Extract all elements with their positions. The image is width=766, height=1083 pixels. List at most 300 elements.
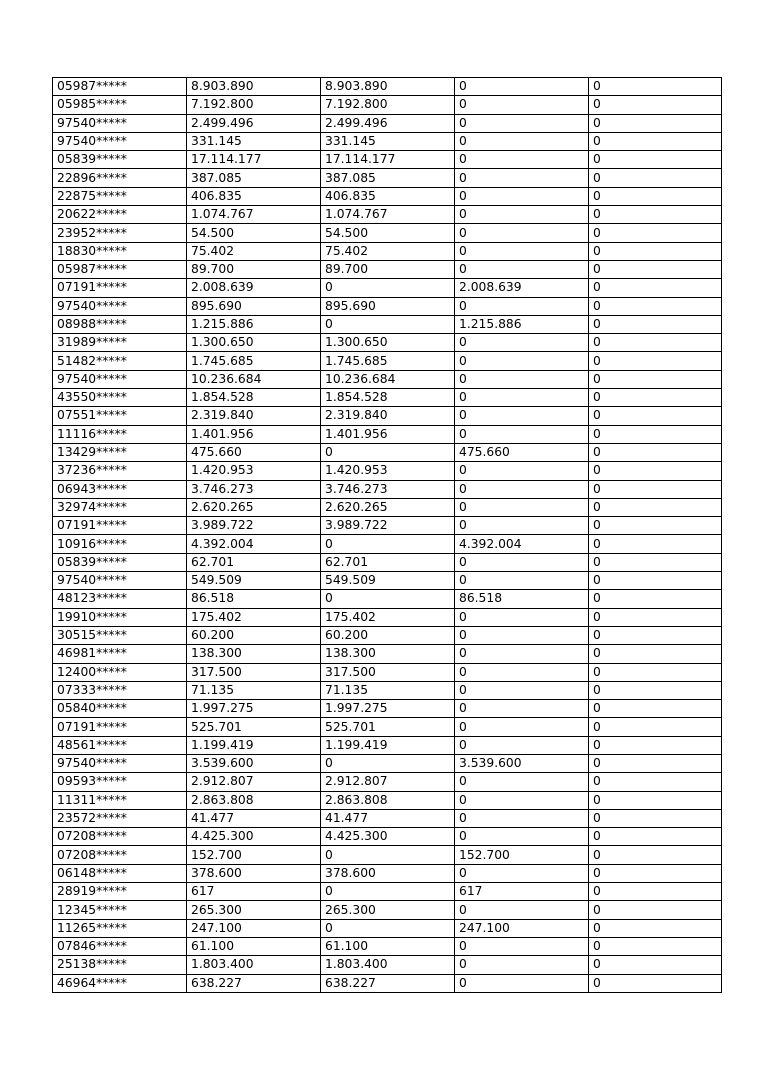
amount-cell: 71.135 xyxy=(321,681,455,699)
amount-cell: 0 xyxy=(589,96,722,114)
amount-cell: 0 xyxy=(321,535,455,553)
amount-cell: 0 xyxy=(589,718,722,736)
amount-cell: 0 xyxy=(589,700,722,718)
amount-cell: 0 xyxy=(455,260,589,278)
table-row xyxy=(53,828,722,846)
amount-cell: 175.402 xyxy=(321,608,455,626)
table-row xyxy=(53,572,722,590)
amount-cell: 0 xyxy=(589,114,722,132)
amount-cell: 0 xyxy=(589,846,722,864)
amount-cell: 406.835 xyxy=(321,187,455,205)
table-row xyxy=(53,334,722,352)
amount-cell: 265.300 xyxy=(321,901,455,919)
amount-cell: 0 xyxy=(589,773,722,791)
amount-cell: 0 xyxy=(455,114,589,132)
masked-id-cell: 07208***** xyxy=(53,828,187,846)
table-row xyxy=(53,846,722,864)
data-table xyxy=(52,77,722,993)
amount-cell: 0 xyxy=(455,809,589,827)
amount-cell: 86.518 xyxy=(455,590,589,608)
masked-id-cell: 05839***** xyxy=(53,553,187,571)
masked-id-cell: 07551***** xyxy=(53,407,187,425)
amount-cell: 0 xyxy=(589,132,722,150)
amount-cell: 0 xyxy=(455,96,589,114)
amount-cell: 387.085 xyxy=(187,169,321,187)
table-row xyxy=(53,352,722,370)
amount-cell: 1.803.400 xyxy=(187,956,321,974)
amount-cell: 0 xyxy=(589,681,722,699)
amount-cell: 17.114.177 xyxy=(321,151,455,169)
masked-id-cell: 31989***** xyxy=(53,334,187,352)
table-row xyxy=(53,462,722,480)
masked-id-cell: 06943***** xyxy=(53,480,187,498)
amount-cell: 1.745.685 xyxy=(321,352,455,370)
amount-cell: 0 xyxy=(589,334,722,352)
masked-id-cell: 97540***** xyxy=(53,114,187,132)
amount-cell: 7.192.800 xyxy=(321,96,455,114)
masked-id-cell: 46981***** xyxy=(53,645,187,663)
masked-id-cell: 97540***** xyxy=(53,370,187,388)
amount-cell: 3.746.273 xyxy=(187,480,321,498)
amount-cell: 0 xyxy=(589,407,722,425)
amount-cell: 0 xyxy=(455,645,589,663)
amount-cell: 54.500 xyxy=(321,224,455,242)
amount-cell: 0 xyxy=(455,901,589,919)
amount-cell: 0 xyxy=(589,901,722,919)
amount-cell: 0 xyxy=(589,974,722,992)
table-row xyxy=(53,608,722,626)
amount-cell: 0 xyxy=(589,956,722,974)
amount-cell: 0 xyxy=(589,315,722,333)
amount-cell: 4.425.300 xyxy=(321,828,455,846)
amount-cell: 0 xyxy=(455,663,589,681)
amount-cell: 0 xyxy=(455,334,589,352)
amount-cell: 0 xyxy=(589,517,722,535)
table-row xyxy=(53,663,722,681)
amount-cell: 0 xyxy=(455,572,589,590)
amount-cell: 0 xyxy=(455,700,589,718)
amount-cell: 0 xyxy=(589,791,722,809)
table-row xyxy=(53,883,722,901)
amount-cell: 0 xyxy=(455,480,589,498)
table-row xyxy=(53,389,722,407)
amount-cell: 0 xyxy=(589,828,722,846)
table-row xyxy=(53,297,722,315)
amount-cell: 0 xyxy=(455,132,589,150)
masked-id-cell: 22875***** xyxy=(53,187,187,205)
amount-cell: 8.903.890 xyxy=(187,78,321,96)
amount-cell: 0 xyxy=(455,718,589,736)
masked-id-cell: 20622***** xyxy=(53,206,187,224)
amount-cell: 247.100 xyxy=(187,919,321,937)
amount-cell: 3.539.600 xyxy=(187,754,321,772)
amount-cell: 0 xyxy=(589,187,722,205)
amount-cell: 0 xyxy=(589,389,722,407)
masked-id-cell: 97540***** xyxy=(53,297,187,315)
table-row xyxy=(53,498,722,516)
table-row xyxy=(53,919,722,937)
amount-cell: 0 xyxy=(589,736,722,754)
amount-cell: 0 xyxy=(321,919,455,937)
amount-cell: 549.509 xyxy=(187,572,321,590)
amount-cell: 0 xyxy=(589,151,722,169)
table-row xyxy=(53,773,722,791)
amount-cell: 1.215.886 xyxy=(187,315,321,333)
amount-cell: 0 xyxy=(455,864,589,882)
amount-cell: 317.500 xyxy=(187,663,321,681)
masked-id-cell: 97540***** xyxy=(53,132,187,150)
amount-cell: 1.401.956 xyxy=(321,425,455,443)
amount-cell: 0 xyxy=(589,425,722,443)
masked-id-cell: 19910***** xyxy=(53,608,187,626)
masked-id-cell: 05839***** xyxy=(53,151,187,169)
amount-cell: 0 xyxy=(455,974,589,992)
masked-id-cell: 48123***** xyxy=(53,590,187,608)
amount-cell: 0 xyxy=(589,498,722,516)
masked-id-cell: 10916***** xyxy=(53,535,187,553)
amount-cell: 0 xyxy=(321,883,455,901)
amount-cell: 0 xyxy=(455,206,589,224)
amount-cell: 1.199.419 xyxy=(187,736,321,754)
masked-id-cell: 12400***** xyxy=(53,663,187,681)
amount-cell: 75.402 xyxy=(187,242,321,260)
masked-id-cell: 28919***** xyxy=(53,883,187,901)
table-row xyxy=(53,480,722,498)
masked-id-cell: 07191***** xyxy=(53,718,187,736)
amount-cell: 0 xyxy=(589,462,722,480)
masked-id-cell: 32974***** xyxy=(53,498,187,516)
table-row xyxy=(53,187,722,205)
masked-id-cell: 06148***** xyxy=(53,864,187,882)
masked-id-cell: 07191***** xyxy=(53,517,187,535)
amount-cell: 0 xyxy=(455,517,589,535)
amount-cell: 61.100 xyxy=(187,937,321,955)
masked-id-cell: 46964***** xyxy=(53,974,187,992)
masked-id-cell: 97540***** xyxy=(53,572,187,590)
amount-cell: 0 xyxy=(589,590,722,608)
table-row xyxy=(53,242,722,260)
amount-cell: 1.300.650 xyxy=(321,334,455,352)
amount-cell: 75.402 xyxy=(321,242,455,260)
amount-cell: 89.700 xyxy=(321,260,455,278)
table-row xyxy=(53,956,722,974)
amount-cell: 0 xyxy=(589,352,722,370)
masked-id-cell: 51482***** xyxy=(53,352,187,370)
amount-cell: 617 xyxy=(187,883,321,901)
table-row xyxy=(53,645,722,663)
amount-cell: 1.997.275 xyxy=(321,700,455,718)
amount-cell: 0 xyxy=(589,297,722,315)
masked-id-cell: 25138***** xyxy=(53,956,187,974)
amount-cell: 0 xyxy=(589,443,722,461)
amount-cell: 331.145 xyxy=(187,132,321,150)
amount-cell: 1.854.528 xyxy=(321,389,455,407)
amount-cell: 175.402 xyxy=(187,608,321,626)
amount-cell: 525.701 xyxy=(187,718,321,736)
amount-cell: 1.420.953 xyxy=(187,462,321,480)
amount-cell: 0 xyxy=(455,736,589,754)
amount-cell: 2.319.840 xyxy=(321,407,455,425)
amount-cell: 265.300 xyxy=(187,901,321,919)
table-row xyxy=(53,754,722,772)
amount-cell: 0 xyxy=(589,535,722,553)
table-row xyxy=(53,553,722,571)
amount-cell: 0 xyxy=(589,279,722,297)
amount-cell: 378.600 xyxy=(321,864,455,882)
amount-cell: 0 xyxy=(589,608,722,626)
amount-cell: 0 xyxy=(589,553,722,571)
amount-cell: 0 xyxy=(321,754,455,772)
table-row xyxy=(53,974,722,992)
amount-cell: 17.114.177 xyxy=(187,151,321,169)
table-row xyxy=(53,114,722,132)
amount-cell: 247.100 xyxy=(455,919,589,937)
masked-id-cell: 23572***** xyxy=(53,809,187,827)
amount-cell: 1.854.528 xyxy=(187,389,321,407)
amount-cell: 1.401.956 xyxy=(187,425,321,443)
amount-cell: 0 xyxy=(455,956,589,974)
masked-id-cell: 11116***** xyxy=(53,425,187,443)
amount-cell: 0 xyxy=(589,919,722,937)
amount-cell: 2.319.840 xyxy=(187,407,321,425)
amount-cell: 378.600 xyxy=(187,864,321,882)
amount-cell: 1.199.419 xyxy=(321,736,455,754)
amount-cell: 0 xyxy=(321,590,455,608)
amount-cell: 4.425.300 xyxy=(187,828,321,846)
amount-cell: 387.085 xyxy=(321,169,455,187)
amount-cell: 2.499.496 xyxy=(187,114,321,132)
amount-cell: 3.989.722 xyxy=(187,517,321,535)
amount-cell: 0 xyxy=(455,937,589,955)
amount-cell: 0 xyxy=(321,443,455,461)
amount-cell: 60.200 xyxy=(321,626,455,644)
masked-id-cell: 07846***** xyxy=(53,937,187,955)
amount-cell: 0 xyxy=(589,645,722,663)
amount-cell: 0 xyxy=(589,883,722,901)
amount-cell: 2.008.639 xyxy=(187,279,321,297)
masked-id-cell: 05987***** xyxy=(53,260,187,278)
amount-cell: 549.509 xyxy=(321,572,455,590)
amount-cell: 1.745.685 xyxy=(187,352,321,370)
masked-id-cell: 22896***** xyxy=(53,169,187,187)
amount-cell: 2.912.807 xyxy=(187,773,321,791)
amount-cell: 0 xyxy=(455,151,589,169)
table-row xyxy=(53,443,722,461)
table-row xyxy=(53,169,722,187)
table-row xyxy=(53,517,722,535)
masked-id-cell: 13429***** xyxy=(53,443,187,461)
amount-cell: 0 xyxy=(455,773,589,791)
masked-id-cell: 05840***** xyxy=(53,700,187,718)
amount-cell: 0 xyxy=(455,425,589,443)
masked-id-cell: 05987***** xyxy=(53,78,187,96)
amount-cell: 0 xyxy=(455,553,589,571)
table-row xyxy=(53,681,722,699)
amount-cell: 638.227 xyxy=(321,974,455,992)
table-row xyxy=(53,260,722,278)
table-row xyxy=(53,791,722,809)
amount-cell: 89.700 xyxy=(187,260,321,278)
amount-cell: 41.477 xyxy=(187,809,321,827)
amount-cell: 4.392.004 xyxy=(187,535,321,553)
amount-cell: 2.620.265 xyxy=(321,498,455,516)
masked-id-cell: 12345***** xyxy=(53,901,187,919)
amount-cell: 4.392.004 xyxy=(455,535,589,553)
amount-cell: 62.701 xyxy=(321,553,455,571)
amount-cell: 0 xyxy=(589,809,722,827)
amount-cell: 0 xyxy=(589,370,722,388)
table-row xyxy=(53,279,722,297)
masked-id-cell: 07208***** xyxy=(53,846,187,864)
amount-cell: 3.539.600 xyxy=(455,754,589,772)
amount-cell: 2.863.808 xyxy=(321,791,455,809)
amount-cell: 62.701 xyxy=(187,553,321,571)
masked-id-cell: 23952***** xyxy=(53,224,187,242)
amount-cell: 331.145 xyxy=(321,132,455,150)
amount-cell: 1.420.953 xyxy=(321,462,455,480)
masked-id-cell: 30515***** xyxy=(53,626,187,644)
masked-id-cell: 37236***** xyxy=(53,462,187,480)
amount-cell: 10.236.684 xyxy=(187,370,321,388)
amount-cell: 71.135 xyxy=(187,681,321,699)
amount-cell: 0 xyxy=(455,791,589,809)
table-row xyxy=(53,370,722,388)
table-row xyxy=(53,901,722,919)
masked-id-cell: 08988***** xyxy=(53,315,187,333)
amount-cell: 0 xyxy=(455,498,589,516)
amount-cell: 0 xyxy=(455,78,589,96)
amount-cell: 1.997.275 xyxy=(187,700,321,718)
amount-cell: 1.803.400 xyxy=(321,956,455,974)
amount-cell: 1.300.650 xyxy=(187,334,321,352)
amount-cell: 7.192.800 xyxy=(187,96,321,114)
amount-cell: 0 xyxy=(589,480,722,498)
amount-cell: 0 xyxy=(589,78,722,96)
amount-cell: 54.500 xyxy=(187,224,321,242)
amount-cell: 0 xyxy=(455,242,589,260)
masked-id-cell: 07333***** xyxy=(53,681,187,699)
amount-cell: 2.620.265 xyxy=(187,498,321,516)
table-body xyxy=(53,78,722,993)
amount-cell: 8.903.890 xyxy=(321,78,455,96)
amount-cell: 86.518 xyxy=(187,590,321,608)
table-row xyxy=(53,315,722,333)
amount-cell: 3.989.722 xyxy=(321,517,455,535)
amount-cell: 1.215.886 xyxy=(455,315,589,333)
amount-cell: 0 xyxy=(589,754,722,772)
table-row xyxy=(53,425,722,443)
amount-cell: 138.300 xyxy=(321,645,455,663)
amount-cell: 0 xyxy=(589,663,722,681)
amount-cell: 0 xyxy=(589,937,722,955)
amount-cell: 0 xyxy=(321,279,455,297)
amount-cell: 638.227 xyxy=(187,974,321,992)
table-row xyxy=(53,78,722,96)
amount-cell: 0 xyxy=(455,681,589,699)
amount-cell: 0 xyxy=(589,242,722,260)
masked-id-cell: 11311***** xyxy=(53,791,187,809)
amount-cell: 61.100 xyxy=(321,937,455,955)
amount-cell: 0 xyxy=(455,608,589,626)
amount-cell: 0 xyxy=(455,626,589,644)
table-row xyxy=(53,96,722,114)
amount-cell: 525.701 xyxy=(321,718,455,736)
amount-cell: 2.008.639 xyxy=(455,279,589,297)
amount-cell: 406.835 xyxy=(187,187,321,205)
amount-cell: 617 xyxy=(455,883,589,901)
table-row xyxy=(53,535,722,553)
table-row xyxy=(53,809,722,827)
amount-cell: 0 xyxy=(589,572,722,590)
amount-cell: 0 xyxy=(455,169,589,187)
amount-cell: 0 xyxy=(455,224,589,242)
masked-id-cell: 09593***** xyxy=(53,773,187,791)
masked-id-cell: 07191***** xyxy=(53,279,187,297)
masked-id-cell: 48561***** xyxy=(53,736,187,754)
amount-cell: 0 xyxy=(589,169,722,187)
amount-cell: 0 xyxy=(455,828,589,846)
amount-cell: 41.477 xyxy=(321,809,455,827)
amount-cell: 0 xyxy=(589,224,722,242)
table-row xyxy=(53,718,722,736)
amount-cell: 0 xyxy=(589,260,722,278)
amount-cell: 475.660 xyxy=(187,443,321,461)
amount-cell: 0 xyxy=(455,389,589,407)
masked-id-cell: 18830***** xyxy=(53,242,187,260)
amount-cell: 2.499.496 xyxy=(321,114,455,132)
table-row xyxy=(53,151,722,169)
masked-id-cell: 11265***** xyxy=(53,919,187,937)
amount-cell: 0 xyxy=(455,462,589,480)
amount-cell: 0 xyxy=(455,187,589,205)
amount-cell: 0 xyxy=(455,297,589,315)
amount-cell: 0 xyxy=(589,864,722,882)
amount-cell: 0 xyxy=(455,370,589,388)
amount-cell: 152.700 xyxy=(187,846,321,864)
amount-cell: 895.690 xyxy=(187,297,321,315)
table-row xyxy=(53,736,722,754)
amount-cell: 0 xyxy=(589,206,722,224)
table-row xyxy=(53,864,722,882)
table-row xyxy=(53,937,722,955)
masked-id-cell: 43550***** xyxy=(53,389,187,407)
amount-cell: 0 xyxy=(455,407,589,425)
masked-id-cell: 05985***** xyxy=(53,96,187,114)
amount-cell: 0 xyxy=(455,352,589,370)
table-row xyxy=(53,626,722,644)
table-row xyxy=(53,700,722,718)
amount-cell: 2.912.807 xyxy=(321,773,455,791)
table-row xyxy=(53,224,722,242)
amount-cell: 2.863.808 xyxy=(187,791,321,809)
amount-cell: 475.660 xyxy=(455,443,589,461)
amount-cell: 317.500 xyxy=(321,663,455,681)
amount-cell: 138.300 xyxy=(187,645,321,663)
amount-cell: 10.236.684 xyxy=(321,370,455,388)
table-row xyxy=(53,590,722,608)
amount-cell: 0 xyxy=(321,315,455,333)
table-row xyxy=(53,407,722,425)
amount-cell: 0 xyxy=(589,626,722,644)
masked-id-cell: 97540***** xyxy=(53,754,187,772)
amount-cell: 152.700 xyxy=(455,846,589,864)
amount-cell: 3.746.273 xyxy=(321,480,455,498)
table-row xyxy=(53,132,722,150)
table-row xyxy=(53,206,722,224)
amount-cell: 1.074.767 xyxy=(321,206,455,224)
amount-cell: 895.690 xyxy=(321,297,455,315)
amount-cell: 1.074.767 xyxy=(187,206,321,224)
